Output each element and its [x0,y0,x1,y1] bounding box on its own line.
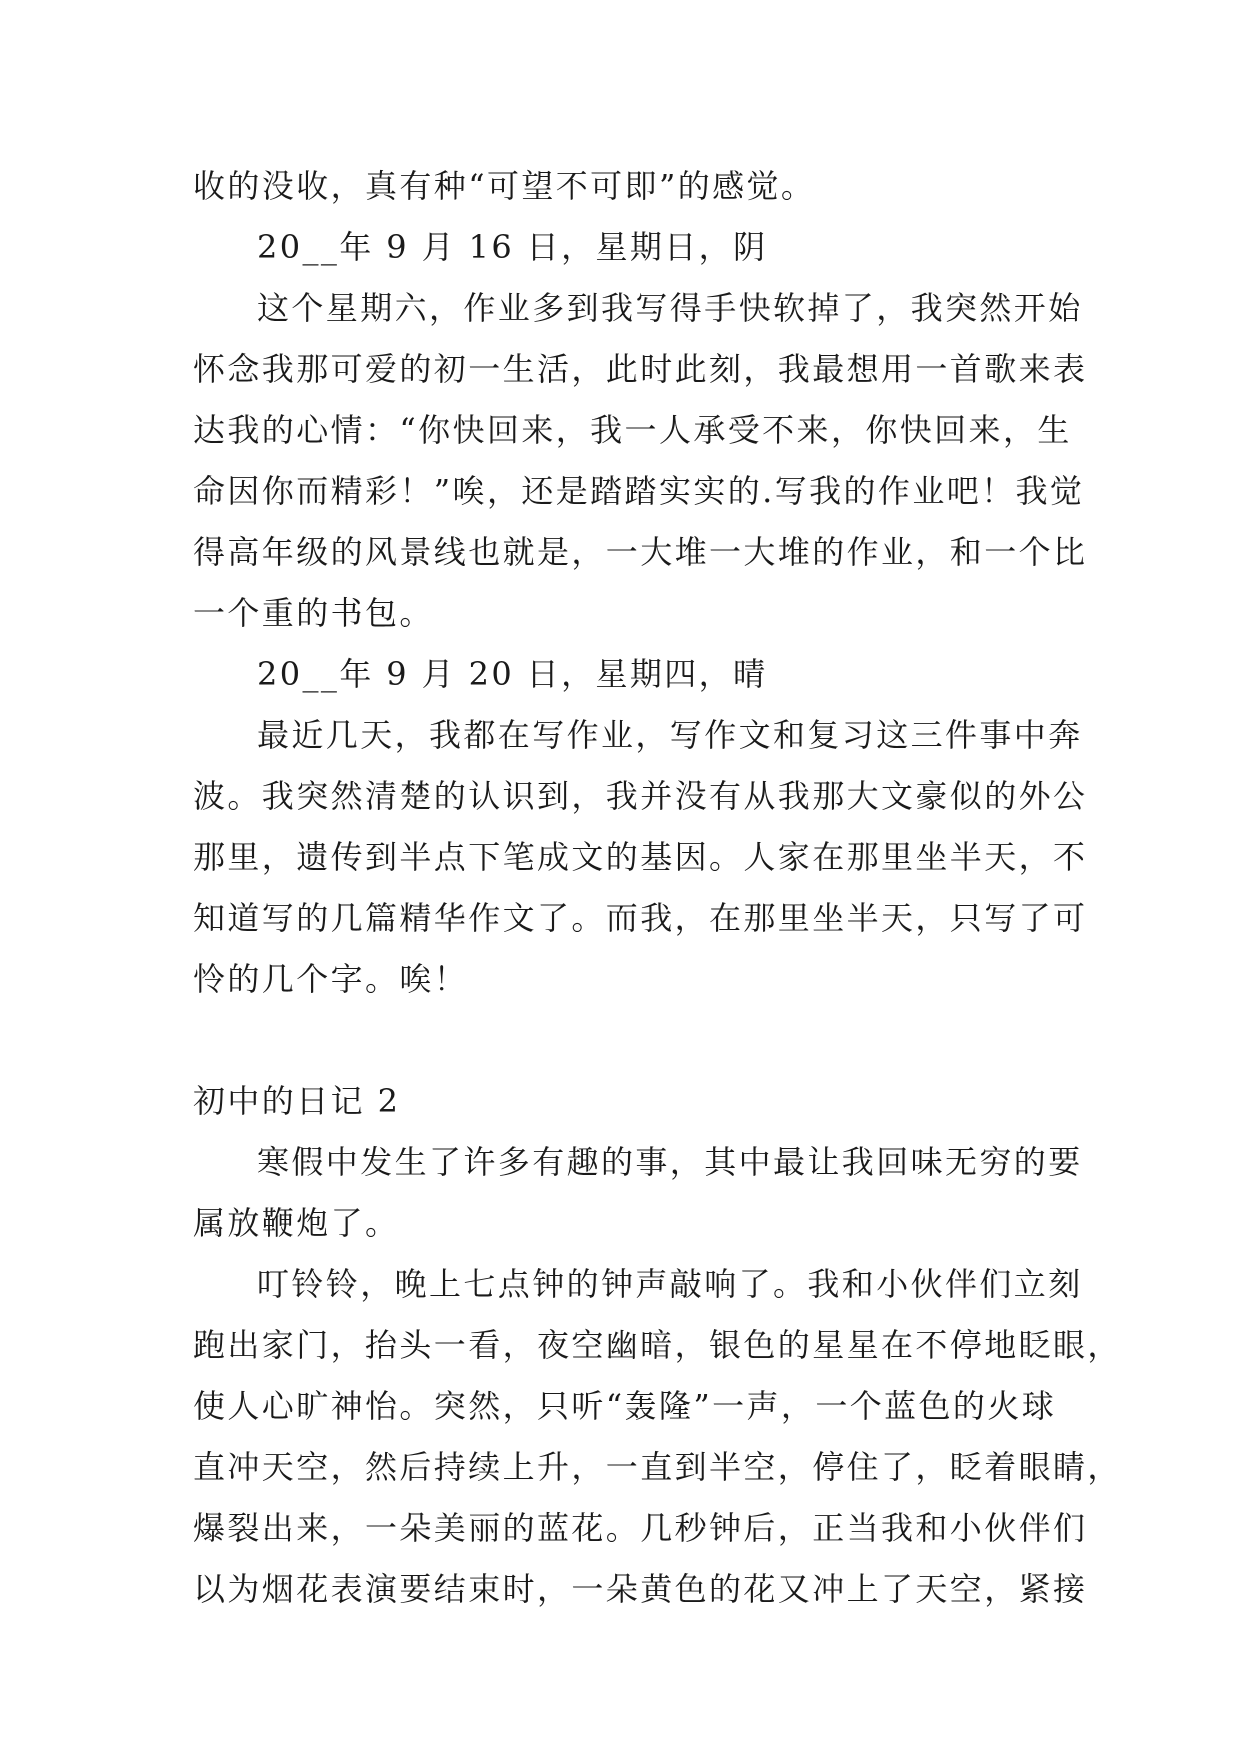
paragraph-line: 那里，遗传到半点下笔成文的基因。人家在那里坐半天，不 [193,838,1088,876]
paragraph-line: 爆裂出来，一朵美丽的蓝花。几秒钟后，正当我和小伙伴们 [193,1509,1088,1547]
paragraph-line: 直冲天空，然后持续上升，一直到半空，停住了，眨着眼睛， [193,1448,1122,1486]
paragraph-line: 怜的几个字。唉！ [193,960,469,998]
paragraph-line: 这个星期六，作业多到我写得手快软掉了，我突然开始 [257,289,1083,327]
entry-date-sep20: 20__年 9 月 20 日，星期四，晴 [257,655,768,693]
section-title: 初中的日记 2 [193,1082,401,1120]
paragraph-line: 最近几天，我都在写作业，写作文和复习这三件事中奔 [257,716,1083,754]
paragraph-line: 得高年级的风景线也就是，一大堆一大堆的作业，和一个比 [193,533,1088,571]
paragraph-line: 使人心旷神怡。突然，只听“轰隆”一声，一个蓝色的火球 [193,1387,1057,1425]
paragraph-line: 命因你而精彩！”唉，还是踏踏实实的.写我的作业吧！我觉 [193,472,1085,510]
paragraph-line: 怀念我那可爱的初一生活，此时此刻，我最想用一首歌来表 [193,350,1088,388]
paragraph-line: 跑出家门，抬头一看，夜空幽暗，银色的星星在不停地眨眼， [193,1326,1122,1364]
paragraph-line: 波。我突然清楚的认识到，我并没有从我那大文豪似的外公 [193,777,1088,815]
section-spacer [193,1010,1063,1071]
paragraph-line: 寒假中发生了许多有趣的事，其中最让我回味无穷的要 [257,1143,1083,1181]
document-body [193,156,1122,1620]
paragraph-line: 一个重的书包。 [193,594,434,632]
paragraph-line: 知道写的几篇精华作文了。而我，在那里坐半天，只写了可 [193,899,1088,937]
continuation-line: 收的没收，真有种“可望不可即”的感觉。 [193,167,816,205]
paragraph-line: 达我的心情：“你快回来，我一人承受不来，你快回来，生 [193,411,1072,449]
paragraph-line: 叮铃铃，晚上七点钟的钟声敲响了。我和小伙伴们立刻 [257,1265,1083,1303]
entry-date-sep16: 20__年 9 月 16 日，星期日，阴 [257,228,768,266]
paragraph-line: 属放鞭炮了。 [193,1204,400,1242]
paragraph-line: 以为烟花表演要结束时，一朵黄色的花又冲上了天空，紧接 [193,1570,1088,1608]
